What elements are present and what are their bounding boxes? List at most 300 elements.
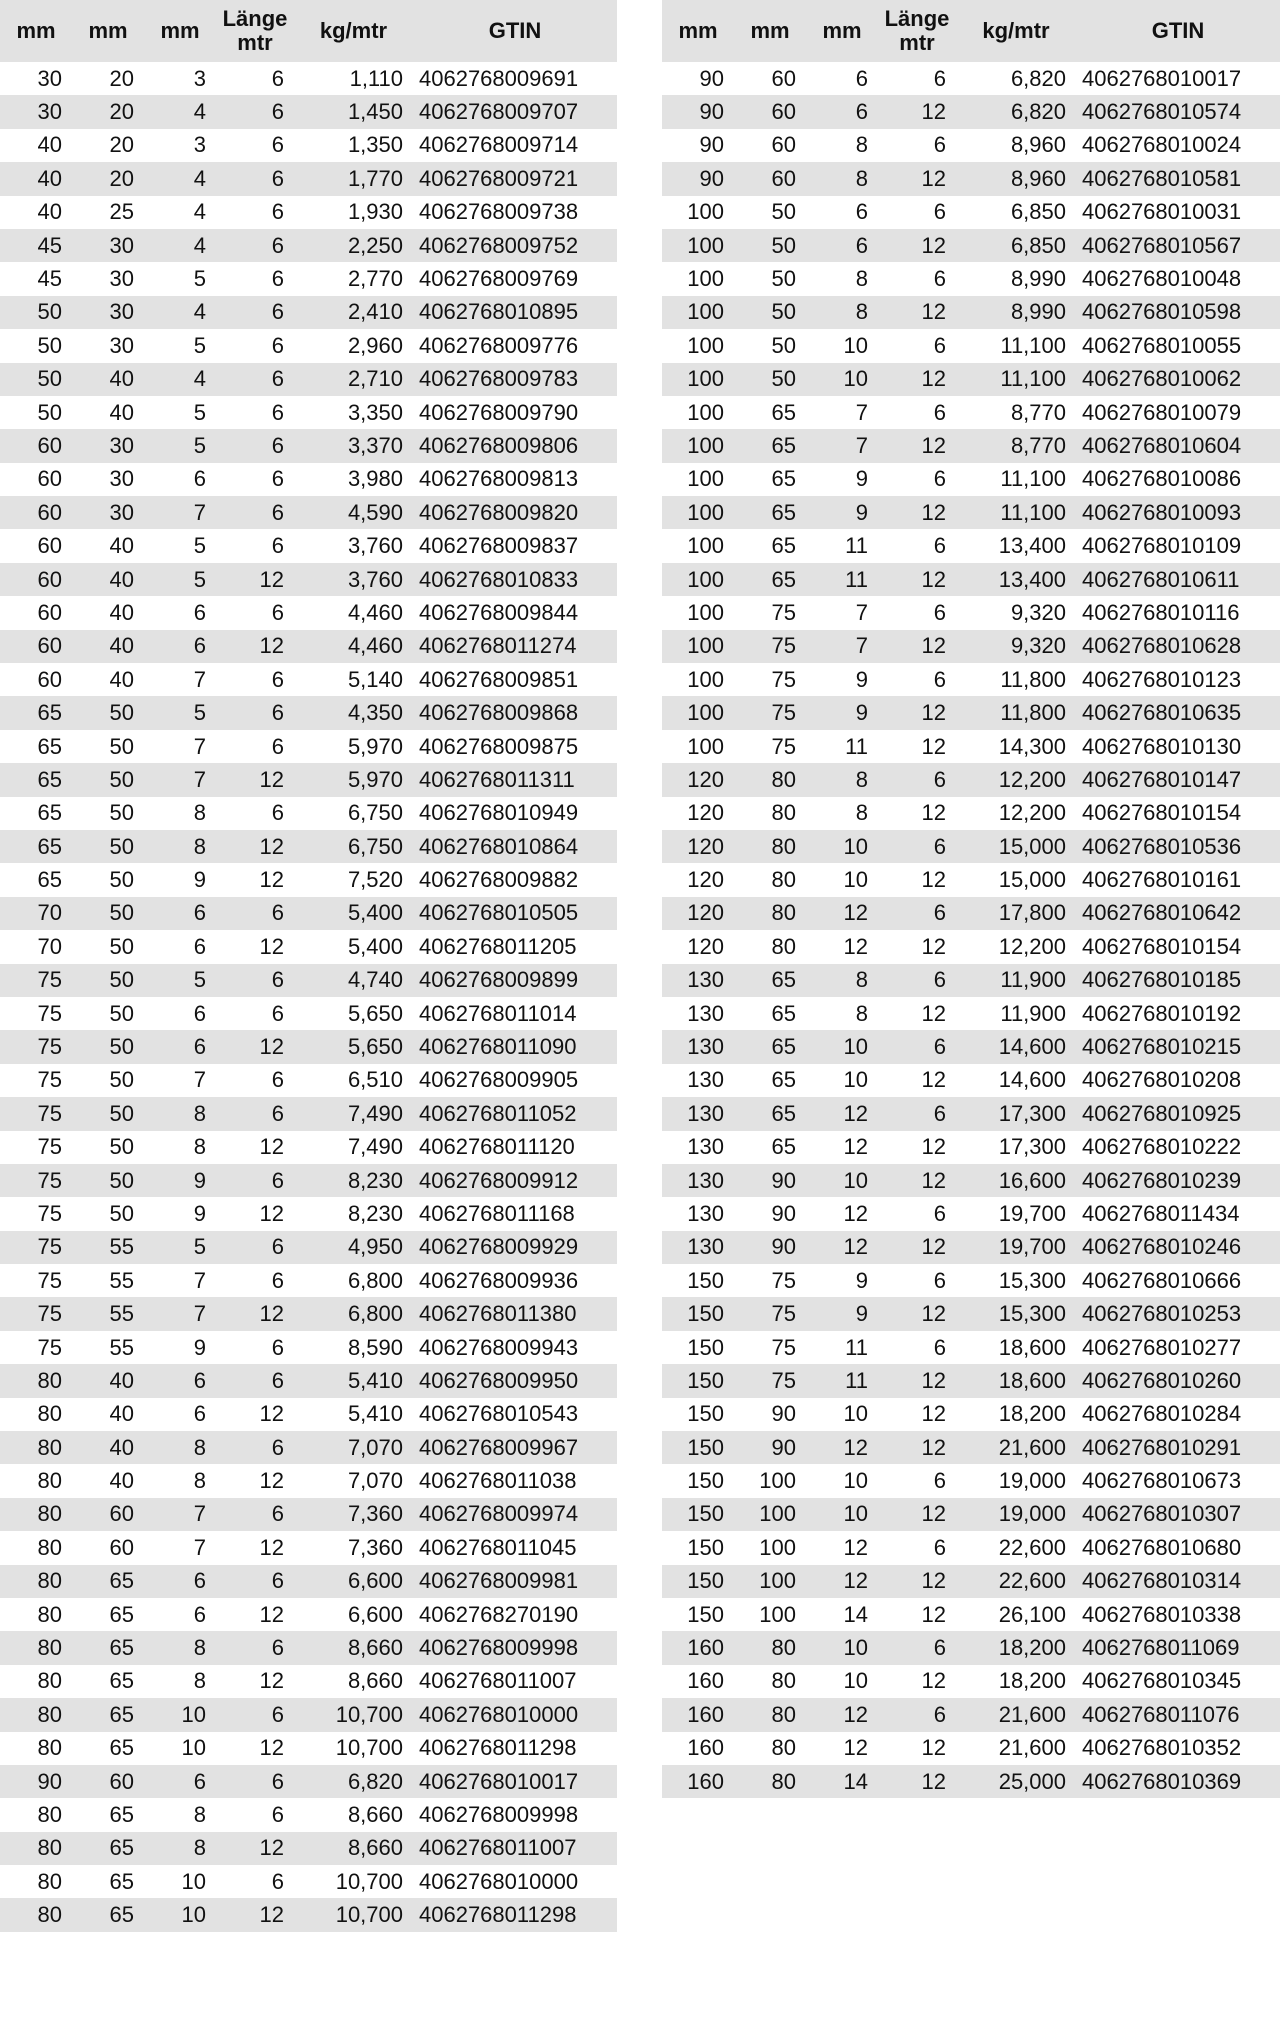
- cell-width-mm: 40: [37, 199, 62, 225]
- cell-weight-kg-mtr: 5,970: [347, 733, 403, 759]
- cell-width-mm: 65: [37, 800, 62, 826]
- cell-width-mm: 80: [37, 1868, 62, 1894]
- cell-length-mtr: 6: [216, 1364, 294, 1397]
- cell-gtin: 4062768010086: [1082, 466, 1242, 492]
- cell-thickness-mm: 6: [193, 599, 206, 625]
- cell-length-mtr: 12: [921, 733, 946, 759]
- cell-height-mm: 100: [759, 1601, 796, 1627]
- table-row: [0, 696, 617, 729]
- cell-length-mtr: 6: [933, 1334, 946, 1360]
- cell-length-mtr: 6: [271, 1067, 284, 1093]
- cell-height-mm: 20: [109, 65, 134, 91]
- cell-width-mm: 150: [687, 1267, 724, 1293]
- cell-gtin: 4062768009998: [419, 1802, 579, 1827]
- cell-weight-kg-mtr: 7,360: [294, 1498, 413, 1531]
- cell-gtin: 4062768010000: [413, 1698, 617, 1731]
- cell-gtin: 4062768009707: [413, 95, 617, 128]
- cell-length-mtr: 6: [933, 399, 946, 425]
- cell-height-mm: 75: [734, 1364, 806, 1397]
- cell-thickness-mm: 10: [843, 867, 868, 893]
- cell-weight-kg-mtr: 15,300: [956, 1297, 1076, 1330]
- cell-length-mtr: 12: [878, 1431, 956, 1464]
- cell-gtin: 4062768010017: [413, 1765, 617, 1798]
- cell-width-mm: 65: [0, 830, 72, 863]
- cell-thickness-mm: 8: [144, 1832, 216, 1865]
- cell-width-mm: 120: [687, 933, 724, 959]
- cell-thickness-mm: 7: [193, 733, 206, 759]
- cell-width-mm: 40: [37, 132, 62, 158]
- cell-length-mtr: 12: [878, 696, 956, 729]
- cell-gtin: 4062768010260: [1076, 1364, 1280, 1397]
- cell-width-mm: 75: [37, 1134, 62, 1160]
- cell-length-mtr: 6: [216, 1164, 294, 1197]
- cell-weight-kg-mtr: 4,460: [294, 630, 413, 663]
- cell-width-mm: 130: [662, 1231, 734, 1264]
- cell-gtin: 4062768010147: [1076, 763, 1280, 796]
- table-row: [0, 396, 617, 429]
- cell-weight-kg-mtr: 7,070: [294, 1431, 413, 1464]
- table-row: [662, 763, 1280, 796]
- cell-thickness-mm: 6: [193, 933, 206, 959]
- cell-width-mm: 100: [687, 466, 724, 492]
- cell-height-mm: 25: [109, 199, 134, 225]
- table-row: [662, 1598, 1280, 1631]
- cell-length-mtr: 6: [216, 1631, 294, 1664]
- table-row: [662, 730, 1280, 763]
- cell-thickness-mm: 7: [144, 496, 216, 529]
- cell-thickness-mm: 6: [193, 1601, 206, 1627]
- cell-thickness-mm: 6: [144, 1765, 216, 1798]
- cell-gtin: 4062768010048: [1082, 266, 1242, 292]
- cell-weight-kg-mtr: 26,100: [998, 1601, 1066, 1627]
- cell-height-mm: 20: [109, 132, 134, 158]
- table-row: [662, 696, 1280, 729]
- cell-gtin: 4062768010031: [1082, 199, 1242, 225]
- cell-height-mm: 65: [109, 1735, 134, 1761]
- cell-length-mtr: 6: [216, 229, 294, 262]
- cell-thickness-mm: 12: [806, 1097, 878, 1130]
- cell-width-mm: 150: [687, 1401, 724, 1427]
- cell-length-mtr: 6: [878, 1631, 956, 1664]
- cell-thickness-mm: 10: [843, 1668, 868, 1694]
- cell-length-mtr: 12: [216, 763, 294, 796]
- cell-thickness-mm: 11: [806, 563, 878, 596]
- cell-width-mm: 120: [687, 867, 724, 893]
- cell-length-mtr: 12: [216, 1030, 294, 1063]
- cell-width-mm: 100: [662, 229, 734, 262]
- cell-gtin: 4062768009721: [413, 162, 617, 195]
- cell-gtin: 4062768011007: [419, 1668, 577, 1694]
- cell-gtin: 4062768011120: [419, 1134, 575, 1160]
- cell-gtin: 4062768010925: [1076, 1097, 1280, 1130]
- cell-height-mm: 100: [759, 1534, 796, 1560]
- cell-weight-kg-mtr: 4,740: [294, 964, 413, 997]
- cell-width-mm: 100: [662, 496, 734, 529]
- cell-gtin: 4062768009738: [419, 199, 579, 225]
- table-row: [0, 1631, 617, 1664]
- cell-gtin: 4062768010949: [419, 800, 579, 826]
- cell-thickness-mm: 4: [144, 229, 216, 262]
- cell-weight-kg-mtr: 1,110: [349, 65, 403, 91]
- cell-thickness-mm: 12: [843, 1735, 868, 1761]
- cell-weight-kg-mtr: 8,660: [294, 1631, 413, 1664]
- table-row: [662, 1264, 1280, 1297]
- cell-gtin: 4062768010543: [419, 1401, 579, 1427]
- left-table-body: [0, 62, 617, 1932]
- cell-height-mm: 50: [72, 830, 144, 863]
- cell-width-mm: 75: [0, 1097, 72, 1130]
- cell-length-mtr: 12: [259, 1134, 284, 1160]
- cell-gtin: 4062768011274: [413, 630, 617, 663]
- cell-width-mm: 100: [687, 533, 724, 559]
- cell-height-mm: 90: [734, 1164, 806, 1197]
- cell-thickness-mm: 10: [806, 830, 878, 863]
- cell-width-mm: 75: [37, 1267, 62, 1293]
- cell-gtin: 4062768009929: [413, 1231, 617, 1264]
- cell-gtin: 4062768009936: [419, 1267, 579, 1293]
- cell-width-mm: 80: [37, 1401, 62, 1427]
- table-row: [662, 1431, 1280, 1464]
- cell-length-mtr: 12: [878, 1231, 956, 1264]
- cell-height-mm: 100: [759, 1468, 796, 1494]
- cell-width-mm: 40: [0, 162, 72, 195]
- cell-height-mm: 50: [109, 933, 134, 959]
- cell-weight-kg-mtr: 8,990: [956, 296, 1076, 329]
- cell-thickness-mm: 12: [806, 1431, 878, 1464]
- cell-gtin: 4062768010154: [1082, 800, 1242, 826]
- cell-thickness-mm: 6: [144, 630, 216, 663]
- cell-height-mm: 60: [771, 132, 796, 158]
- cell-gtin: 4062768009998: [413, 1631, 617, 1664]
- cell-width-mm: 160: [662, 1631, 734, 1664]
- cell-height-mm: 80: [771, 1735, 796, 1761]
- cell-weight-kg-mtr: 8,590: [347, 1334, 403, 1360]
- cell-weight-kg-mtr: 1,450: [294, 95, 413, 128]
- cell-width-mm: 65: [37, 733, 62, 759]
- cell-length-mtr: 12: [878, 162, 956, 195]
- cell-weight-kg-mtr: 5,410: [294, 1364, 413, 1397]
- cell-gtin: 4062768010284: [1082, 1401, 1242, 1427]
- cell-width-mm: 75: [0, 1164, 72, 1197]
- cell-gtin: 4062768011168: [419, 1200, 575, 1226]
- cell-gtin: 4062768011076: [1076, 1698, 1280, 1731]
- cell-length-mtr: 12: [878, 363, 956, 396]
- cell-gtin: 4062768010109: [1082, 533, 1242, 559]
- cell-length-mtr: 12: [216, 1832, 294, 1865]
- cell-thickness-mm: 6: [193, 466, 206, 492]
- cell-length-mtr: 6: [933, 1534, 946, 1560]
- cell-weight-kg-mtr: 6,850: [956, 229, 1076, 262]
- table-row: [662, 396, 1280, 429]
- cell-weight-kg-mtr: 21,600: [956, 1431, 1076, 1464]
- cell-height-mm: 60: [771, 65, 796, 91]
- cell-height-mm: 50: [109, 733, 134, 759]
- cell-height-mm: 80: [771, 867, 796, 893]
- cell-gtin: 4062768010352: [1082, 1735, 1242, 1761]
- table-row: [0, 1297, 617, 1330]
- cell-weight-kg-mtr: 8,660: [347, 1668, 403, 1694]
- cell-gtin: 4062768010895: [413, 296, 617, 329]
- cell-width-mm: 100: [687, 733, 724, 759]
- cell-thickness-mm: 10: [181, 1868, 206, 1894]
- cell-gtin: 4062768009974: [413, 1498, 617, 1531]
- table-row: [0, 830, 617, 863]
- cell-weight-kg-mtr: 6,820: [1010, 65, 1066, 91]
- table-row: [662, 1164, 1280, 1197]
- cell-height-mm: 30: [72, 296, 144, 329]
- cell-length-mtr: 12: [921, 1401, 946, 1427]
- table-row: [0, 596, 617, 629]
- cell-weight-kg-mtr: 18,200: [956, 1631, 1076, 1664]
- cell-thickness-mm: 7: [144, 763, 216, 796]
- header-mm: mm: [662, 0, 734, 62]
- cell-width-mm: 50: [37, 399, 62, 425]
- cell-gtin: 4062768010123: [1082, 666, 1242, 692]
- header-laenge-line1: Länge: [222, 6, 288, 31]
- table-row: [0, 1197, 617, 1230]
- table-row: [662, 964, 1280, 997]
- cell-height-mm: 50: [72, 696, 144, 729]
- cell-thickness-mm: 8: [144, 830, 216, 863]
- cell-weight-kg-mtr: 22,600: [998, 1534, 1066, 1560]
- cell-gtin: 4062768009981: [413, 1565, 617, 1598]
- table-row: [662, 1097, 1280, 1130]
- cell-weight-kg-mtr: 6,850: [1010, 199, 1066, 225]
- cell-gtin: 4062768010666: [1082, 1267, 1242, 1293]
- table-row: [0, 363, 617, 396]
- table-row: [662, 196, 1280, 229]
- table-row: [0, 1798, 617, 1831]
- cell-thickness-mm: 11: [845, 733, 868, 759]
- cell-thickness-mm: 6: [193, 1000, 206, 1026]
- cell-height-mm: 65: [771, 466, 796, 492]
- cell-length-mtr: 12: [878, 229, 956, 262]
- cell-weight-kg-mtr: 8,770: [1010, 399, 1066, 425]
- cell-weight-kg-mtr: 15,000: [998, 867, 1066, 893]
- cell-gtin: 4062768010222: [1082, 1134, 1242, 1160]
- cell-thickness-mm: 9: [193, 1334, 206, 1360]
- cell-width-mm: 80: [0, 1565, 72, 1598]
- cell-length-mtr: 6: [271, 65, 284, 91]
- cell-thickness-mm: 8: [806, 964, 878, 997]
- header-laenge-line2: mtr: [899, 30, 935, 55]
- cell-length-mtr: 12: [921, 1067, 946, 1093]
- cell-length-mtr: 6: [933, 666, 946, 692]
- cell-thickness-mm: 8: [193, 1802, 206, 1827]
- cell-thickness-mm: 9: [144, 1164, 216, 1197]
- cell-height-mm: 50: [72, 763, 144, 796]
- cell-height-mm: 65: [771, 1000, 796, 1026]
- cell-length-mtr: 6: [216, 1431, 294, 1464]
- cell-width-mm: 130: [662, 964, 734, 997]
- cell-height-mm: 20: [72, 95, 144, 128]
- cell-length-mtr: 12: [878, 95, 956, 128]
- cell-width-mm: 150: [662, 1364, 734, 1397]
- cell-length-mtr: 12: [878, 429, 956, 462]
- cell-weight-kg-mtr: 10,700: [294, 1898, 413, 1931]
- cell-thickness-mm: 10: [144, 1698, 216, 1731]
- table-row: [662, 1498, 1280, 1531]
- cell-length-mtr: 12: [216, 830, 294, 863]
- cell-width-mm: 90: [0, 1765, 72, 1798]
- cell-length-mtr: 6: [878, 964, 956, 997]
- cell-gtin: 4062768011298: [413, 1898, 617, 1931]
- cell-thickness-mm: 10: [806, 1498, 878, 1531]
- cell-weight-kg-mtr: 4,350: [294, 696, 413, 729]
- cell-gtin: 4062768009790: [419, 399, 579, 425]
- cell-weight-kg-mtr: 21,600: [956, 1698, 1076, 1731]
- cell-weight-kg-mtr: 18,200: [998, 1668, 1066, 1694]
- cell-thickness-mm: 8: [144, 1431, 216, 1464]
- cell-height-mm: 50: [72, 1164, 144, 1197]
- cell-width-mm: 160: [687, 1668, 724, 1694]
- cell-height-mm: 50: [109, 1134, 134, 1160]
- cell-height-mm: 80: [734, 763, 806, 796]
- cell-width-mm: 70: [0, 897, 72, 930]
- cell-width-mm: 90: [699, 65, 724, 91]
- cell-gtin: 4062768011069: [1076, 1631, 1280, 1664]
- table-row: [0, 563, 617, 596]
- cell-height-mm: 50: [72, 964, 144, 997]
- cell-width-mm: 100: [662, 429, 734, 462]
- cell-height-mm: 55: [109, 1334, 134, 1360]
- cell-width-mm: 90: [662, 95, 734, 128]
- table-row: [662, 95, 1280, 128]
- cell-length-mtr: 12: [921, 1668, 946, 1694]
- cell-weight-kg-mtr: 11,100: [956, 496, 1076, 529]
- cell-thickness-mm: 8: [855, 800, 868, 826]
- cell-width-mm: 100: [662, 296, 734, 329]
- cell-height-mm: 100: [734, 1498, 806, 1531]
- cell-thickness-mm: 6: [855, 199, 868, 225]
- cell-height-mm: 65: [109, 1668, 134, 1694]
- cell-width-mm: 160: [662, 1698, 734, 1731]
- cell-weight-kg-mtr: 14,300: [998, 733, 1066, 759]
- cell-thickness-mm: 8: [806, 296, 878, 329]
- cell-thickness-mm: 5: [144, 696, 216, 729]
- cell-height-mm: 65: [771, 1134, 796, 1160]
- cell-width-mm: 50: [0, 296, 72, 329]
- cell-height-mm: 55: [72, 1231, 144, 1264]
- cell-weight-kg-mtr: 3,980: [347, 466, 403, 492]
- cell-thickness-mm: 8: [193, 1134, 206, 1160]
- cell-thickness-mm: 10: [843, 1067, 868, 1093]
- cell-gtin: 4062768009967: [413, 1431, 617, 1464]
- table-row: [0, 1331, 617, 1364]
- cell-gtin: 4062768010642: [1076, 897, 1280, 930]
- table-row: [662, 997, 1280, 1030]
- cell-weight-kg-mtr: 7,070: [347, 1468, 403, 1494]
- table-row: [0, 463, 617, 496]
- cell-thickness-mm: 7: [806, 429, 878, 462]
- header-laenge: [878, 0, 956, 62]
- cell-height-mm: 65: [72, 1565, 144, 1598]
- cell-gtin: 4062768010505: [413, 897, 617, 930]
- cell-height-mm: 75: [771, 733, 796, 759]
- cell-length-mtr: 6: [216, 363, 294, 396]
- cell-weight-kg-mtr: 3,760: [294, 563, 413, 596]
- cell-length-mtr: 12: [878, 563, 956, 596]
- cell-gtin: 4062768010567: [1076, 229, 1280, 262]
- cell-weight-kg-mtr: 19,700: [998, 1200, 1066, 1226]
- cell-weight-kg-mtr: 13,400: [956, 563, 1076, 596]
- table-row: [0, 496, 617, 529]
- cell-length-mtr: 6: [271, 666, 284, 692]
- cell-height-mm: 65: [734, 496, 806, 529]
- cell-height-mm: 40: [109, 599, 134, 625]
- cell-length-mtr: 12: [878, 1498, 956, 1531]
- cell-weight-kg-mtr: 17,800: [956, 897, 1076, 930]
- cell-width-mm: 80: [37, 1468, 62, 1494]
- cell-length-mtr: 12: [921, 1134, 946, 1160]
- cell-height-mm: 75: [734, 696, 806, 729]
- cell-height-mm: 50: [109, 867, 134, 893]
- cell-height-mm: 65: [72, 1832, 144, 1865]
- cell-length-mtr: 12: [259, 1401, 284, 1427]
- cell-weight-kg-mtr: 8,660: [347, 1802, 403, 1827]
- cell-length-mtr: 6: [933, 332, 946, 358]
- table-row: [0, 95, 617, 128]
- cell-thickness-mm: 10: [806, 363, 878, 396]
- table-row: [662, 1698, 1280, 1731]
- cell-thickness-mm: 8: [144, 1097, 216, 1130]
- cell-height-mm: 65: [734, 1030, 806, 1063]
- cell-weight-kg-mtr: 17,300: [998, 1134, 1066, 1160]
- cell-weight-kg-mtr: 10,700: [335, 1735, 403, 1761]
- table-row: [662, 1030, 1280, 1063]
- cell-height-mm: 40: [72, 563, 144, 596]
- cell-width-mm: 45: [37, 266, 62, 292]
- cell-length-mtr: 6: [271, 800, 284, 826]
- cell-height-mm: 50: [771, 266, 796, 292]
- cell-height-mm: 40: [72, 363, 144, 396]
- cell-thickness-mm: 9: [193, 867, 206, 893]
- cell-weight-kg-mtr: 2,960: [347, 332, 403, 358]
- cell-weight-kg-mtr: 6,600: [347, 1601, 403, 1627]
- table-row: [662, 129, 1280, 162]
- cell-gtin: 4062768010598: [1076, 296, 1280, 329]
- cell-width-mm: 65: [0, 763, 72, 796]
- cell-width-mm: 100: [662, 563, 734, 596]
- table-row: [662, 1197, 1280, 1230]
- cell-height-mm: 60: [734, 95, 806, 128]
- cell-weight-kg-mtr: 8,230: [347, 1200, 403, 1226]
- cell-thickness-mm: 9: [855, 1267, 868, 1293]
- table-row: [0, 630, 617, 663]
- cell-weight-kg-mtr: 11,800: [956, 696, 1076, 729]
- cell-height-mm: 30: [109, 466, 134, 492]
- cell-weight-kg-mtr: 13,400: [998, 533, 1066, 559]
- table-row: [0, 964, 617, 997]
- table-row: [662, 529, 1280, 562]
- header-mm: mm: [0, 0, 72, 62]
- cell-width-mm: 120: [662, 830, 734, 863]
- cell-height-mm: 65: [109, 1868, 134, 1894]
- cell-gtin: 4062768010581: [1076, 162, 1280, 195]
- cell-thickness-mm: 7: [144, 1297, 216, 1330]
- cell-height-mm: 40: [72, 630, 144, 663]
- cell-gtin: 4062768010017: [1082, 65, 1242, 91]
- cell-thickness-mm: 4: [144, 363, 216, 396]
- cell-height-mm: 65: [72, 1898, 144, 1931]
- cell-gtin: 4062768010833: [413, 563, 617, 596]
- table-row: [0, 1131, 617, 1164]
- table-row: [0, 863, 617, 896]
- cell-height-mm: 50: [109, 1067, 134, 1093]
- cell-height-mm: 30: [72, 429, 144, 462]
- cell-gtin: 4062768009899: [413, 964, 617, 997]
- cell-height-mm: 65: [72, 1698, 144, 1731]
